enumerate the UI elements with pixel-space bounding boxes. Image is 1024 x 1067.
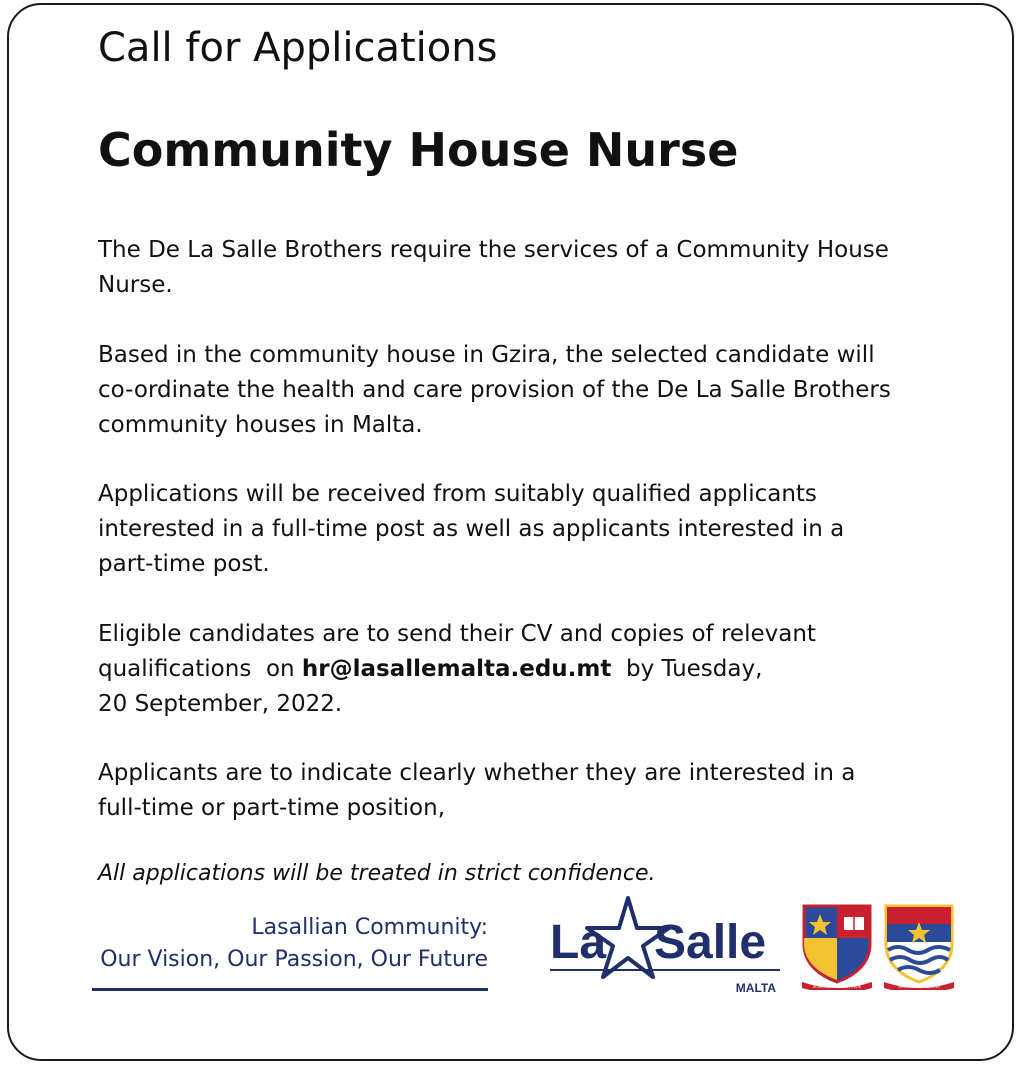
paragraph-line: The De La Salle Brothers require the services of a Community House <box>98 237 889 263</box>
tagline <box>92 912 488 976</box>
paragraph-line: interested in a full-time post as well as applicants interested in a <box>98 516 845 542</box>
line-suffix: by Tuesday, <box>611 656 763 682</box>
paragraph-line: full-time or part-time position, <box>98 795 446 821</box>
page-heading: Call for Applications <box>98 25 498 71</box>
paragraph-line: Nurse. <box>98 272 173 298</box>
logo-text-left: La <box>550 916 607 969</box>
paragraph-line: community houses in Malta. <box>98 412 423 438</box>
school-crest-right <box>882 902 956 990</box>
paragraph-line: Eligible candidates are to send their CV and copies of relevant <box>98 621 816 647</box>
la-salle-logo <box>548 892 782 1000</box>
line-prefix: qualifications on <box>98 656 302 682</box>
logo-text-right: Salle <box>654 916 767 969</box>
paragraph-line: Applicants are to indicate clearly whether they are interested in a <box>98 760 856 786</box>
tagline-line: Our Vision, Our Passion, Our Future <box>100 947 488 972</box>
school-crest-left <box>800 902 874 990</box>
paragraph-line: 20 September, 2022. <box>98 691 343 717</box>
email-link[interactable]: hr@lasallemalta.edu.mt <box>301 656 612 682</box>
paragraph-line: Based in the community house in Gzira, the selected candidate will <box>98 342 875 368</box>
paragraph-intro <box>98 233 958 303</box>
paragraph-line: Applications will be received from suitably qualified applicants <box>98 481 817 507</box>
confidentiality-note: All applications will be treated in strict confidence. <box>98 861 656 886</box>
paragraph-location <box>98 338 958 443</box>
tagline-underline <box>92 988 488 991</box>
job-title: Community House Nurse <box>98 123 739 177</box>
paragraph-line <box>98 652 958 687</box>
paragraph-applications <box>98 477 958 582</box>
crest-motto: SCIENTIA VALIDA FIDE <box>812 984 862 989</box>
paragraph-line: co-ordinate the health and care provision of the De La Salle Brothers <box>98 377 891 403</box>
paragraph-indicate <box>98 756 958 826</box>
paragraph-line: part-time post. <box>98 551 270 577</box>
crest-motto: MEMOR ET FIDELIS <box>898 984 940 989</box>
logo-subtext: MALTA <box>735 981 776 995</box>
tagline-line: Lasallian Community: <box>251 915 488 940</box>
paragraph-submission <box>98 617 958 722</box>
